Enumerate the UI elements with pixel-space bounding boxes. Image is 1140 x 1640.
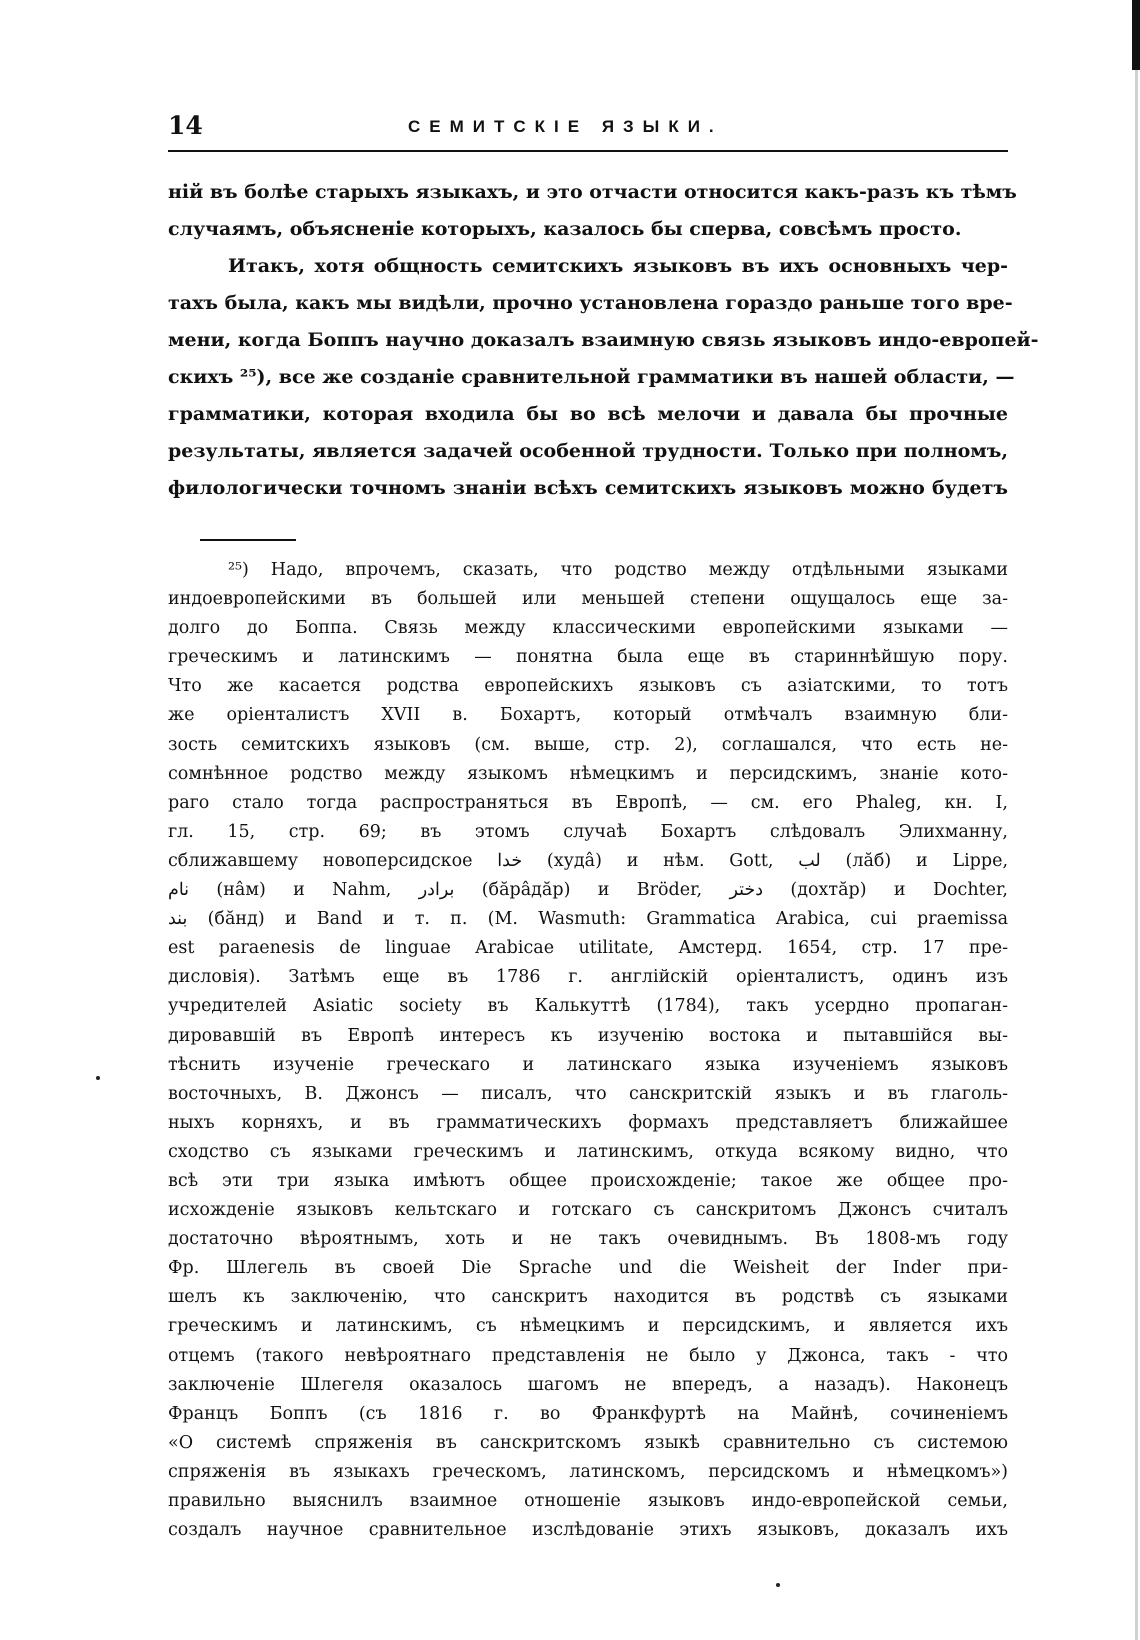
- text-line: грамматики, которая входила бы во всѣ мелочи и давала бы прочные: [168, 403, 1008, 425]
- text-line: скихъ ²⁵), все же созданіе сравнительной грамматики въ нашей области, —: [168, 366, 1015, 388]
- text-line: результаты, является задачей особенной трудности. Только при полномъ,: [168, 440, 1008, 462]
- footnote-line: сходство съ языками греческимъ и латинскимъ, откуда всякому видно, что: [168, 1141, 1008, 1162]
- scan-speck: [96, 1076, 100, 1080]
- footnote-line: гл. 15, стр. 69; въ этомъ случаѣ Бохартъ слѣдовалъ Элихманну,: [168, 821, 1008, 842]
- footnote-line: сближавшему новоперсидское خدا (худâ) и нѣм. Gott, لب (лăб) и Lippe,: [168, 850, 1009, 871]
- text-line: Итакъ, хотя общность семитскихъ языковъ въ ихъ основныхъ чер-: [228, 255, 1008, 277]
- footnote-line: «О системѣ спряженія въ санскритскомъ языкѣ сравнительно съ системою: [168, 1432, 1008, 1453]
- footnote-line: шелъ къ заключенію, что санскритъ находится въ родствѣ съ языками: [168, 1287, 1008, 1308]
- footnote-line: сомнѣнное родство между языкомъ нѣмецкимъ и персидскимъ, знаніе кото-: [168, 763, 1008, 784]
- footnote-line: نام (нâм) и Nahm, برادر (бăрâдăр) и Bröder, دختر (дохтăр) и Dochter,: [168, 880, 1008, 901]
- scan-speck: [776, 1583, 780, 1587]
- footnote-line: Фр. Шлегель въ своей Die Sprache und die Weisheit der Inder при-: [168, 1258, 1008, 1279]
- text-line: случаямъ, объясненіе которыхъ, казалось бы сперва, совсѣмъ просто.: [168, 218, 962, 240]
- header-rule: [168, 150, 1008, 152]
- scan-edge-line: [1135, 70, 1138, 1640]
- page-header: [168, 110, 1008, 146]
- footnote-line: всѣ эти три языка имѣютъ общее происхожденіе; такое же общее про-: [168, 1170, 1008, 1191]
- footnote-line: отцемъ (такого невѣроятнаго представленія не было у Джонса, такъ - что: [168, 1345, 1008, 1366]
- main-text: [168, 174, 1039, 507]
- footnote-line: спряженія въ языкахъ греческомъ, латинскомъ, персидскомъ и нѣмецкомъ»): [168, 1461, 1008, 1482]
- footnote-line: исхожденіе языковъ кельтскаго и готскаго съ санскритомъ Джонсъ считалъ: [168, 1200, 1008, 1221]
- footnote-line: правильно выяснилъ взаимное отношеніе языковъ индо-европейской семьи,: [168, 1491, 1008, 1511]
- footnote-line: заключеніе Шлегеля оказалось шагомъ не впередъ, а назадъ). Наконецъ: [168, 1374, 1008, 1395]
- footnote: [168, 556, 1008, 1545]
- footnote-line: Что же касается родства европейскихъ языковъ съ азіатскими, то тотъ: [168, 676, 1008, 697]
- footnote-line: же оріенталистъ XVII в. Бохартъ, который отмѣчалъ взаимную бли-: [168, 705, 1008, 726]
- footnote-line: создалъ научное сравнительное изслѣдованіе этихъ языковъ, доказалъ ихъ: [168, 1520, 1008, 1541]
- text-line: мени, когда Боппъ научно доказалъ взаимную связь языковъ индо-европей-: [168, 329, 1039, 351]
- text-line: ній въ болѣе старыхъ языкахъ, и это отчасти относится какъ-разъ къ тѣмъ: [168, 181, 1017, 203]
- footnote-line: учредителей Asiatic society въ Калькуттѣ (1784), такъ усердно пропаган-: [168, 996, 1008, 1017]
- footnote-line: ныхъ корняхъ, и въ грамматическихъ формахъ представляетъ ближайшее: [168, 1112, 1008, 1133]
- text-line: филологически точномъ знаніи всѣхъ семитскихъ языковъ можно будетъ: [168, 477, 1008, 499]
- text-line: тахъ была, какъ мы видѣли, прочно установлена гораздо раньше того вре-: [168, 292, 1013, 314]
- footnote-line: достаточно вѣроятнымъ, хоть и не такъ очевиднымъ. Въ 1808-мъ году: [168, 1229, 1008, 1250]
- footnote-line: зость семитскихъ языковъ (см. выше, стр. 2), соглашался, что есть не-: [168, 734, 1008, 755]
- footnote-line: بند (бăнд) и Band и т. п. (M. Wasmuth: Grammatica Arabica, cui praemissa: [168, 909, 1008, 930]
- footnote-line: дисловія). Затѣмъ еще въ 1786 г. англійскій оріенталистъ, одинъ изъ: [168, 967, 1008, 988]
- footnote-rule: [200, 539, 296, 541]
- footnote-line: греческимъ и латинскимъ — понятна была еще въ стариннѣйшую пору.: [168, 647, 1008, 668]
- page-number: 14: [168, 111, 203, 140]
- footnote-line: ²⁵) Надо, впрочемъ, сказать, что родство между отдѣльными языками: [228, 560, 1008, 580]
- footnote-line: тѣснить изученіе греческаго и латинскаго языка изученіемъ языковъ: [168, 1054, 1008, 1075]
- footnote-line: раго стало тогда распространяться въ Европѣ, — см. его Phaleg, кн. I,: [168, 792, 1008, 813]
- footnote-line: est paraenesis de linguae Arabicae utilitate, Амстерд. 1654, стр. 17 пре-: [168, 938, 1008, 959]
- footnote-line: дировавшій въ Европѣ интересъ къ изученію востока и пытавшійся вы-: [168, 1025, 1008, 1046]
- footnote-line: долго до Боппа. Связь между классическими европейскими языками —: [168, 618, 1008, 639]
- footnote-line: Францъ Боппъ (съ 1816 г. во Франкфуртѣ на Майнѣ, сочиненіемъ: [168, 1403, 1008, 1424]
- running-title: СЕМИТСКІЕ ЯЗЫКИ.: [408, 117, 723, 136]
- footnote-line: индоевропейскими въ большей или меньшей степени ощущалось еще за-: [168, 589, 1008, 610]
- footnote-line: восточныхъ, В. Джонсъ — писалъ, что санскритскій языкъ и въ глаголь-: [168, 1083, 1008, 1104]
- footnote-line: греческимъ и латинскимъ, съ нѣмецкимъ и персидскимъ, и является ихъ: [168, 1316, 1008, 1337]
- scan-edge-bar: [1132, 0, 1140, 70]
